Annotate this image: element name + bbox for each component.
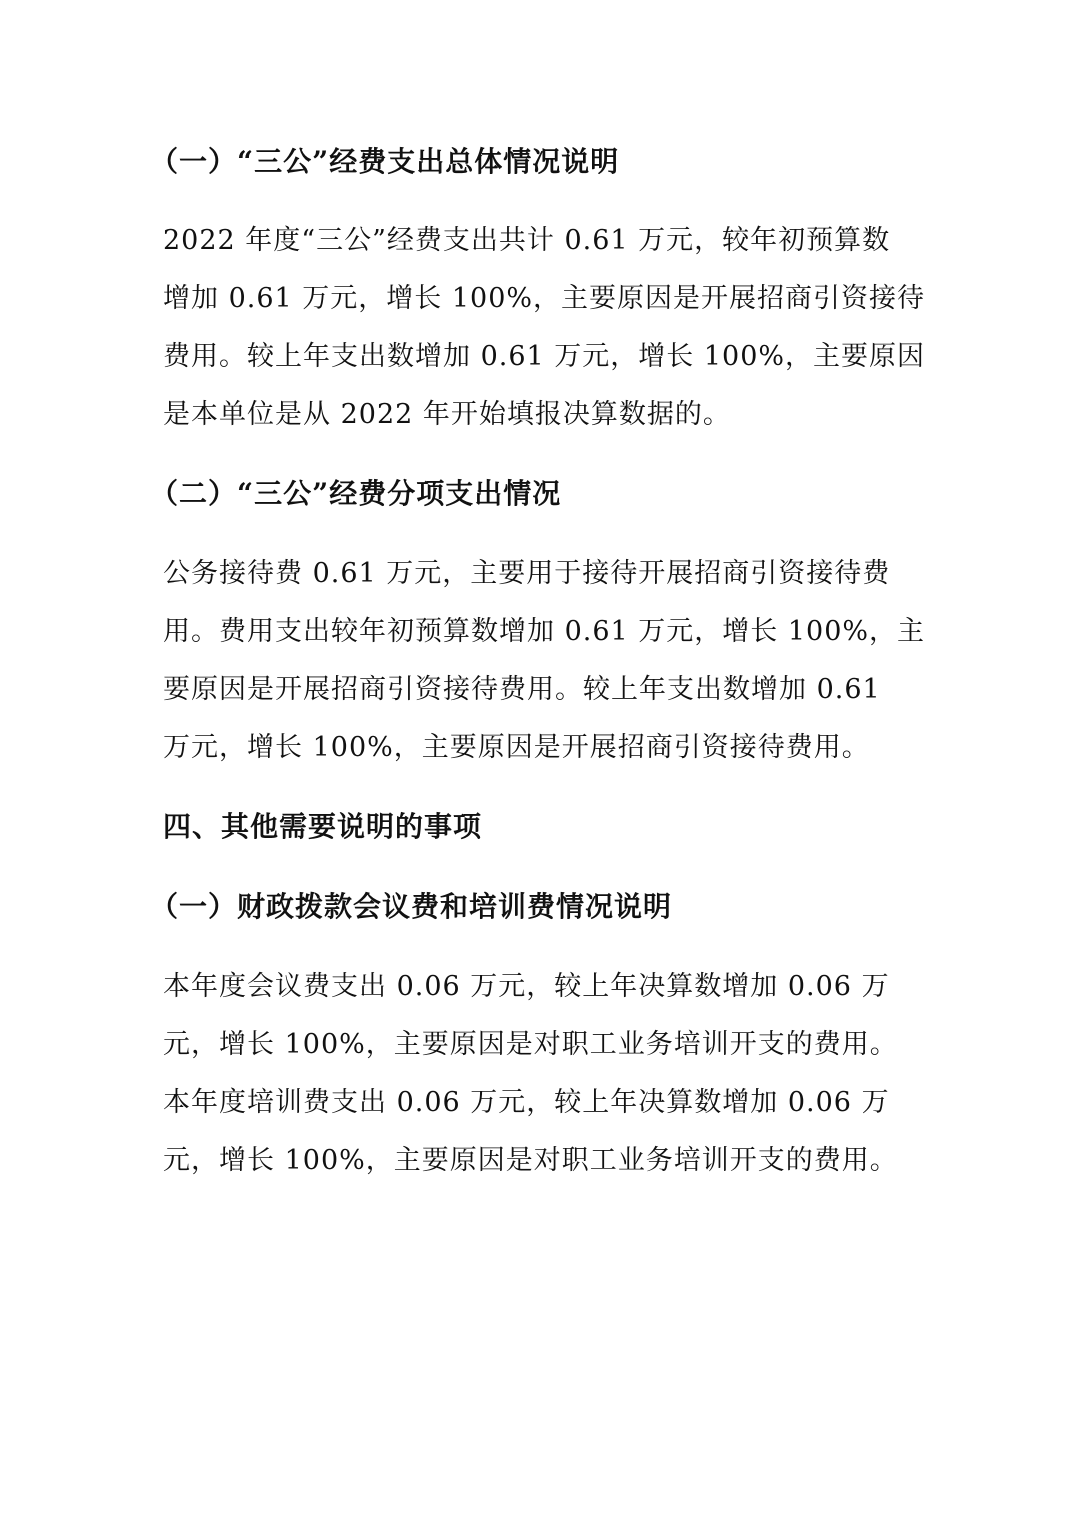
paragraph-line: 用。费用支出较年初预算数增加 0.61 万元，增长 100%，主: [163, 616, 926, 647]
paragraph-meeting-training-fees: [163, 958, 903, 1190]
paragraph-line: 元，增长 100%，主要原因是对职工业务培训开支的费用。: [163, 1145, 898, 1176]
paragraph-line: 万元，增长 100%，主要原因是开展招商引资接待费用。: [163, 732, 870, 763]
paragraph-line: 增加 0.61 万元，增长 100%，主要原因是开展招商引资接待: [163, 283, 926, 314]
paragraph-line: 是本单位是从 2022 年开始填报决算数据的。: [163, 399, 731, 430]
paragraph-line: 2022 年度“三公”经费支出共计 0.61 万元，较年初预算数: [163, 225, 891, 256]
paragraph-line: 本年度培训费支出 0.06 万元，较上年决算数增加 0.06 万: [163, 1087, 890, 1118]
paragraph-three-public-itemized: [163, 545, 926, 777]
paragraph-line: 本年度会议费支出 0.06 万元，较上年决算数增加 0.06 万: [163, 971, 890, 1002]
section-heading-other-matters: 四、其他需要说明的事项: [163, 810, 483, 843]
paragraph-line: 要原因是开展招商引资接待费用。较上年支出数增加 0.61: [163, 674, 881, 705]
paragraph-line: 元，增长 100%，主要原因是对职工业务培训开支的费用。: [163, 1029, 898, 1060]
section-heading-meeting-training-fees: （一）财政拨款会议费和培训费情况说明: [150, 890, 673, 923]
paragraph-line: 费用。较上年支出数增加 0.61 万元，增长 100%，主要原因: [163, 341, 926, 372]
section-heading-three-public-overview: （一）“三公”经费支出总体情况说明: [150, 145, 620, 178]
paragraph-three-public-overview: [163, 212, 926, 444]
section-heading-three-public-itemized: （二）“三公”经费分项支出情况: [150, 477, 562, 510]
paragraph-line: 公务接待费 0.61 万元，主要用于接待开展招商引资接待费: [163, 558, 891, 589]
